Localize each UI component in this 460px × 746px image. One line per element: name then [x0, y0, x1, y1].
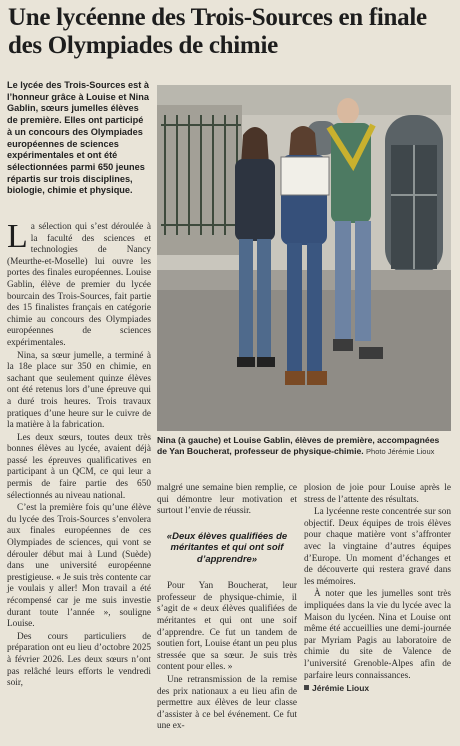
article-column-3 — [304, 483, 451, 696]
drop-cap: L — [7, 218, 28, 255]
paragraph: Pour Yan Boucherat, leur professeur de physique-chimie, il s’agit de « deux élèves qualifiées de méritantes et qui ont une soif d’apprendre. Ce fut un tandem de soutien fort, Louise étant un peu plus stressée que sa sœur. Je suis très content pour elles. » — [157, 581, 297, 673]
paragraph: malgré une semaine bien remplie, ce qui démontre leur motivation et surtout l’envie de réussir. — [157, 483, 297, 517]
article-column-1 — [7, 218, 151, 691]
author-signature — [304, 683, 451, 695]
photo-credit: Photo Jérémie Lioux — [366, 447, 435, 456]
paragraph: La lycéenne reste concentrée sur son objectif. Deux équipes de trois élèves pour chaque matière vont s’affronter avec la vingtaine d’autres équipes d’Europe. Un moment d’échanges et de découverte qui restera gravé dans les mémoires. — [304, 507, 451, 587]
paragraph: Une retransmission de la remise des prix nationaux a eu lieu afin de permettre aux élèves de leur classe d’assister à ce bel événement. Ce fut une ex- — [157, 675, 297, 732]
paragraph: Des cours particuliers de préparation ont eu lieu d’octobre 2025 à février 2026. Les deux sœurs n’ont pas relâché leurs efforts le vendredi soir, — [7, 631, 151, 689]
lead-text: Le lycée des Trois-Sources est à l’honneur grâce à Louise et Nina Gablin, sœurs jumelles élèves de première. Elles ont participé à un concours des Olympiades européennes de sciences expérimentales et ont été sélectionnées parmi 650 jeunes répartis sur trois disciplines, biologie, chimie et physique. — [7, 80, 149, 196]
article-column-2 — [157, 483, 297, 734]
article-photo — [157, 85, 451, 431]
bullet-square-icon — [304, 685, 309, 690]
paragraph: plosion de joie pour Louise après le stress de l’attente des résultats. — [304, 483, 451, 505]
photo-illustration — [157, 85, 451, 431]
lead-paragraph — [7, 80, 150, 197]
paragraph: À noter que les jumelles sont très impliquées dans la vie du lycée avec la Maison du lycéen. Nina et Louise ont même été accueillies une demi-journée par Myriam Pagis au laboratoire de chimie du site de Valence de l’université Grenoble-Alpes afin de parfaire leurs connaissances. — [304, 589, 451, 681]
headline: Une lycéenne des Trois-Sources en finale des Olympiades de chimie — [8, 4, 427, 59]
paragraph-text: a sélection qui s’est déroulée à la faculté des sciences et technologies de Nancy (Meurthe-et-Moselle) lui ouvre les portes des finales européennes. Louise Gablin, élève de premier du lycée bourcain des Trois-Sources, fait partie des 15 finalistes français en catégorie chimie au concours des Olympiades européennes de sciences expérimentales. — [7, 222, 151, 348]
caption-text: Nina (à gauche) et Louise Gablin, élèves de première, accompagnées de Yan Boucherat, professeur de physique-chimie. — [157, 435, 440, 456]
pull-quote: «Deux élèves qualifiées de méritantes et qui ont soif d’apprendre» — [166, 530, 288, 565]
author-name: Jérémie Lioux — [312, 683, 370, 694]
paragraph: C’est la première fois qu’une élève du lycée des Trois-Sources s’envolera aux finales européennes de ces Olympiades de sciences, qui vont se dérouler début mai à Lund (Suède) dans une université européenne prestigieuse. « Je suis très contente car je voulais y aller! Mon travail a été récompensé car je me suis investie durant toute l’année », souligne Louise. — [7, 503, 151, 630]
paragraph: Les deux sœurs, toutes deux très bonnes élèves au lycée, avaient déjà passé les épreuves qualificatives en participant à un QCM, ce qui leur a permis de faire partie des 650 sélectionnés au niveau national. — [7, 432, 151, 501]
paragraph: Nina, sa sœur jumelle, a terminé à la 18e place sur 350 en chimie, en sachant que seulement quinze élèves ont été retenus lors d’une épreuve qui a duré trois heures. Trois travaux pratiques d’une heure sur le cuivre de la matière à la fabrication. — [7, 350, 151, 431]
photo-caption — [157, 435, 451, 457]
paragraph — [7, 218, 151, 350]
